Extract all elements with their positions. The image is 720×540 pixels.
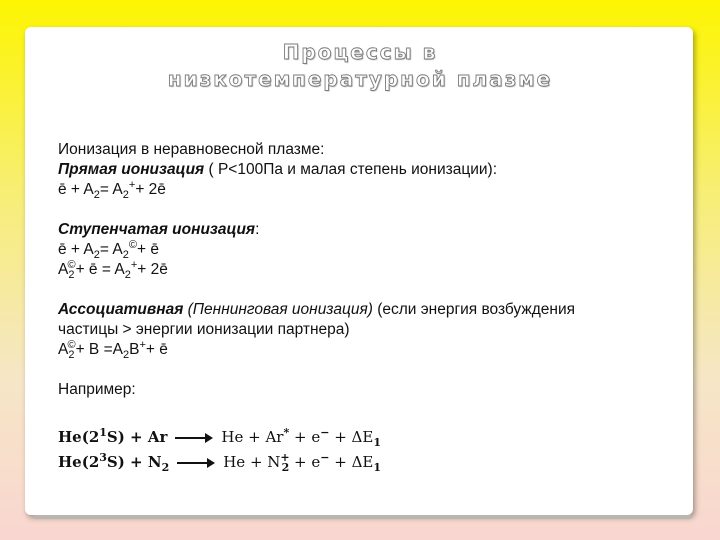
slide-title-line1: Процессы в	[282, 40, 438, 64]
ionization-heading: Ионизация в неравновесной плазме:	[58, 141, 325, 158]
assoc-desc-line2: частицы > энергии ионизации партнера)	[58, 321, 350, 338]
step-ionization-label: Ступенчатая ионизация	[58, 221, 256, 238]
example-label: Например:	[58, 381, 136, 398]
penning-label: (Пеннинговая ионизация)	[183, 301, 373, 318]
assoc-ionization-line: Ассоциативная (Пеннинговая ионизация) (если энергия возбуждения	[58, 301, 576, 318]
step-equation-1: ē + $A_2= A_2©+$ ē	[58, 238, 159, 262]
assoc-equation: $A_2©+ B =A_2B^++$ ē	[58, 338, 168, 362]
step-equation-2: $A_2©+$ ē = $A_2^++$ 2ē	[58, 258, 168, 282]
direct-equation: ē + $A_2= A_2^++$ 2ē	[58, 178, 166, 202]
reaction-arrow-icon	[175, 433, 213, 443]
slide-title-line2: низкотемпературной плазме	[167, 67, 553, 91]
reaction-arrow-icon	[177, 458, 215, 468]
assoc-ionization-label: Ассоциативная	[58, 301, 184, 318]
example-formula-1: $He(2^1S) + Ar$ $He + Ar^* + e^- + \Delta E_1$	[58, 426, 381, 449]
direct-ionization-line	[58, 160, 698, 180]
direct-ionization-label: Прямая ионизация	[58, 161, 205, 178]
direct-ionization-desc: ( Р<100Па и малая степень ионизации):	[204, 161, 498, 178]
example-formula-2: $He(2^3S) + N_2$ $He + N^+_2 + e^- + \Delta E_1$	[58, 451, 382, 474]
slide-body	[58, 140, 698, 400]
step-ionization-line: Ступенчатая ионизация:	[58, 221, 260, 238]
